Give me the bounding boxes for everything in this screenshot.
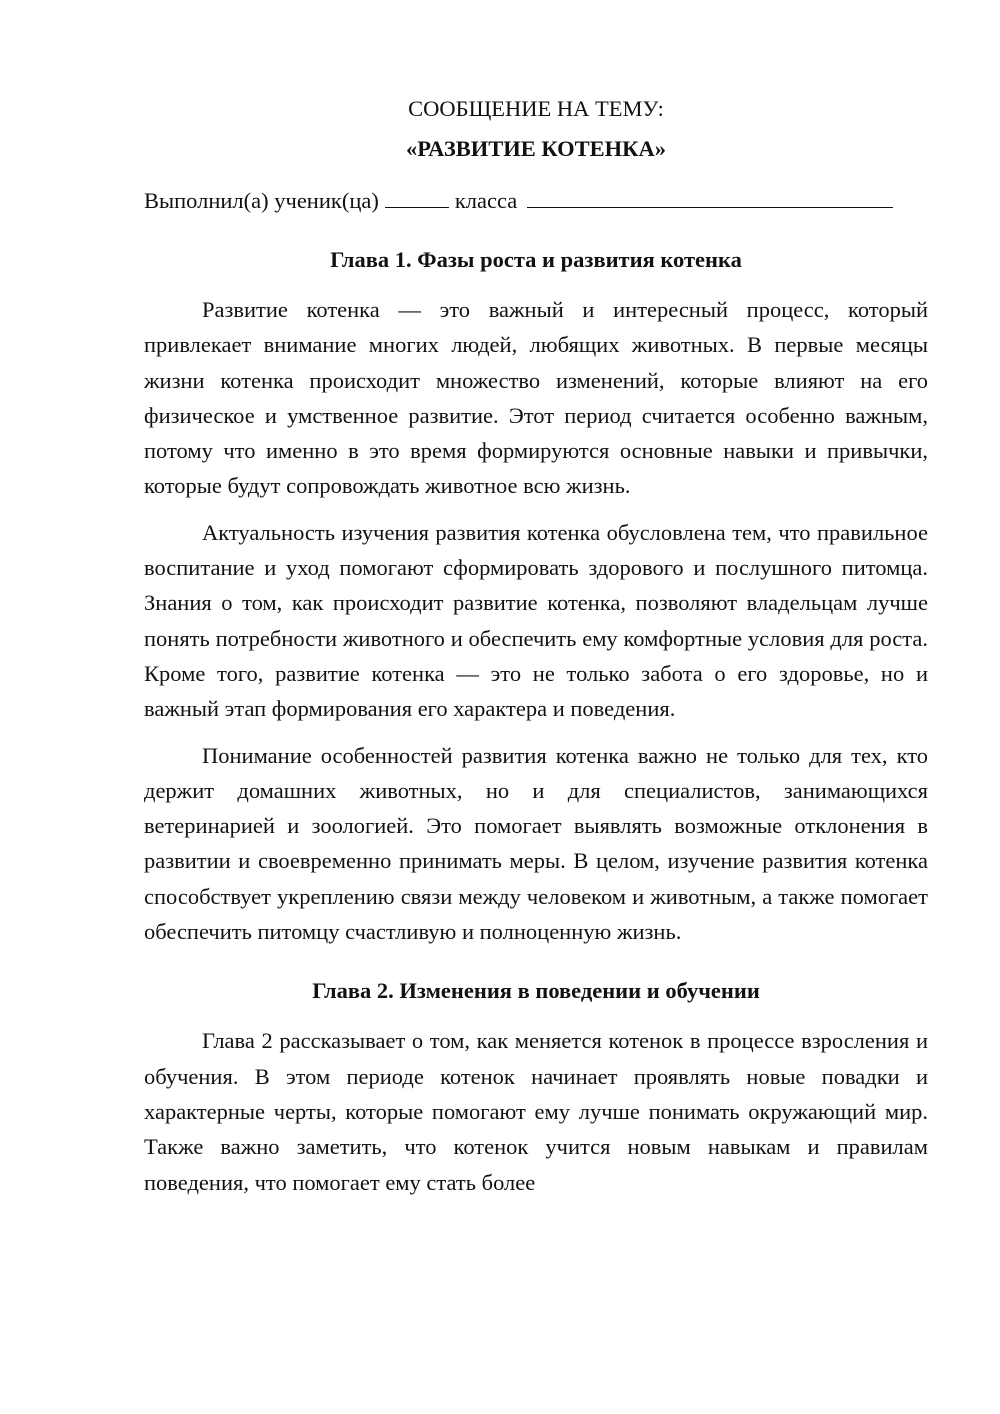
document-title-line1: СООБЩЕНИЕ НА ТЕМУ: (408, 96, 664, 121)
chapter1-paragraph: Развитие котенка — это важный и интересный процесс, который привлекает внимание многих людей, любящих животных. В первые месяцы жизни котенка происходит множество изменений, которые влияют на его физическое и умственное развитие. Этот период считается особенно важным, потому что именно в это время формируются основные навыки и привычки, которые будут сопровождать животное всю жизнь. (144, 297, 928, 499)
document-title-line2: «РАЗВИТИЕ КОТЕНКА» (406, 136, 666, 161)
author-class-word: класса (454, 188, 518, 213)
chapter1-heading: Глава 1. Фазы роста и развития котенка (330, 247, 742, 272)
chapter2-paragraph: Глава 2 рассказывает о том, как меняется котенок в процессе взросления и обучения. В этом периоде котенок начинает проявлять новые повадки и характерные черты, которые помогают ему лучше понимать окружающий мир. Также важно заметить, что котенок учится новым навыкам и правилам поведения, что помогает ему стать более (144, 1028, 928, 1195)
class-number-blank (385, 187, 449, 208)
chapter1-paragraph: Понимание особенностей развития котенка важно не только для тех, кто держит домашних животных, но и для специалистов, занимающихся ветеринарией и зоологией. Это помогает выявлять возможные отклонения в развитии и своевременно принимать меры. В целом, изучение развития котенка способствует укреплению связи между человеком и животным, а также помогает обеспечить питомцу счастливую и полноценную жизнь. (144, 742, 928, 945)
chapter1-paragraph: Актуальность изучения развития котенка обусловлена тем, что правильное воспитание и уход помогают сформировать здорового и послушного питомца. Знания о том, как происходит развитие котенка, позволяют владельцам лучше понять потребности животного и обеспечить ему комфортные условия для роста. Кроме того, развитие котенка — это не только забота о его здоровье, но и важный этап формирования его характера и поведения. (144, 519, 928, 722)
author-prefix: Выполнил(а) ученик(ца) (144, 188, 379, 213)
class-letter-blank (527, 187, 893, 208)
chapter2-heading: Глава 2. Изменения в поведении и обучении (312, 978, 760, 1004)
author-line (144, 182, 928, 220)
